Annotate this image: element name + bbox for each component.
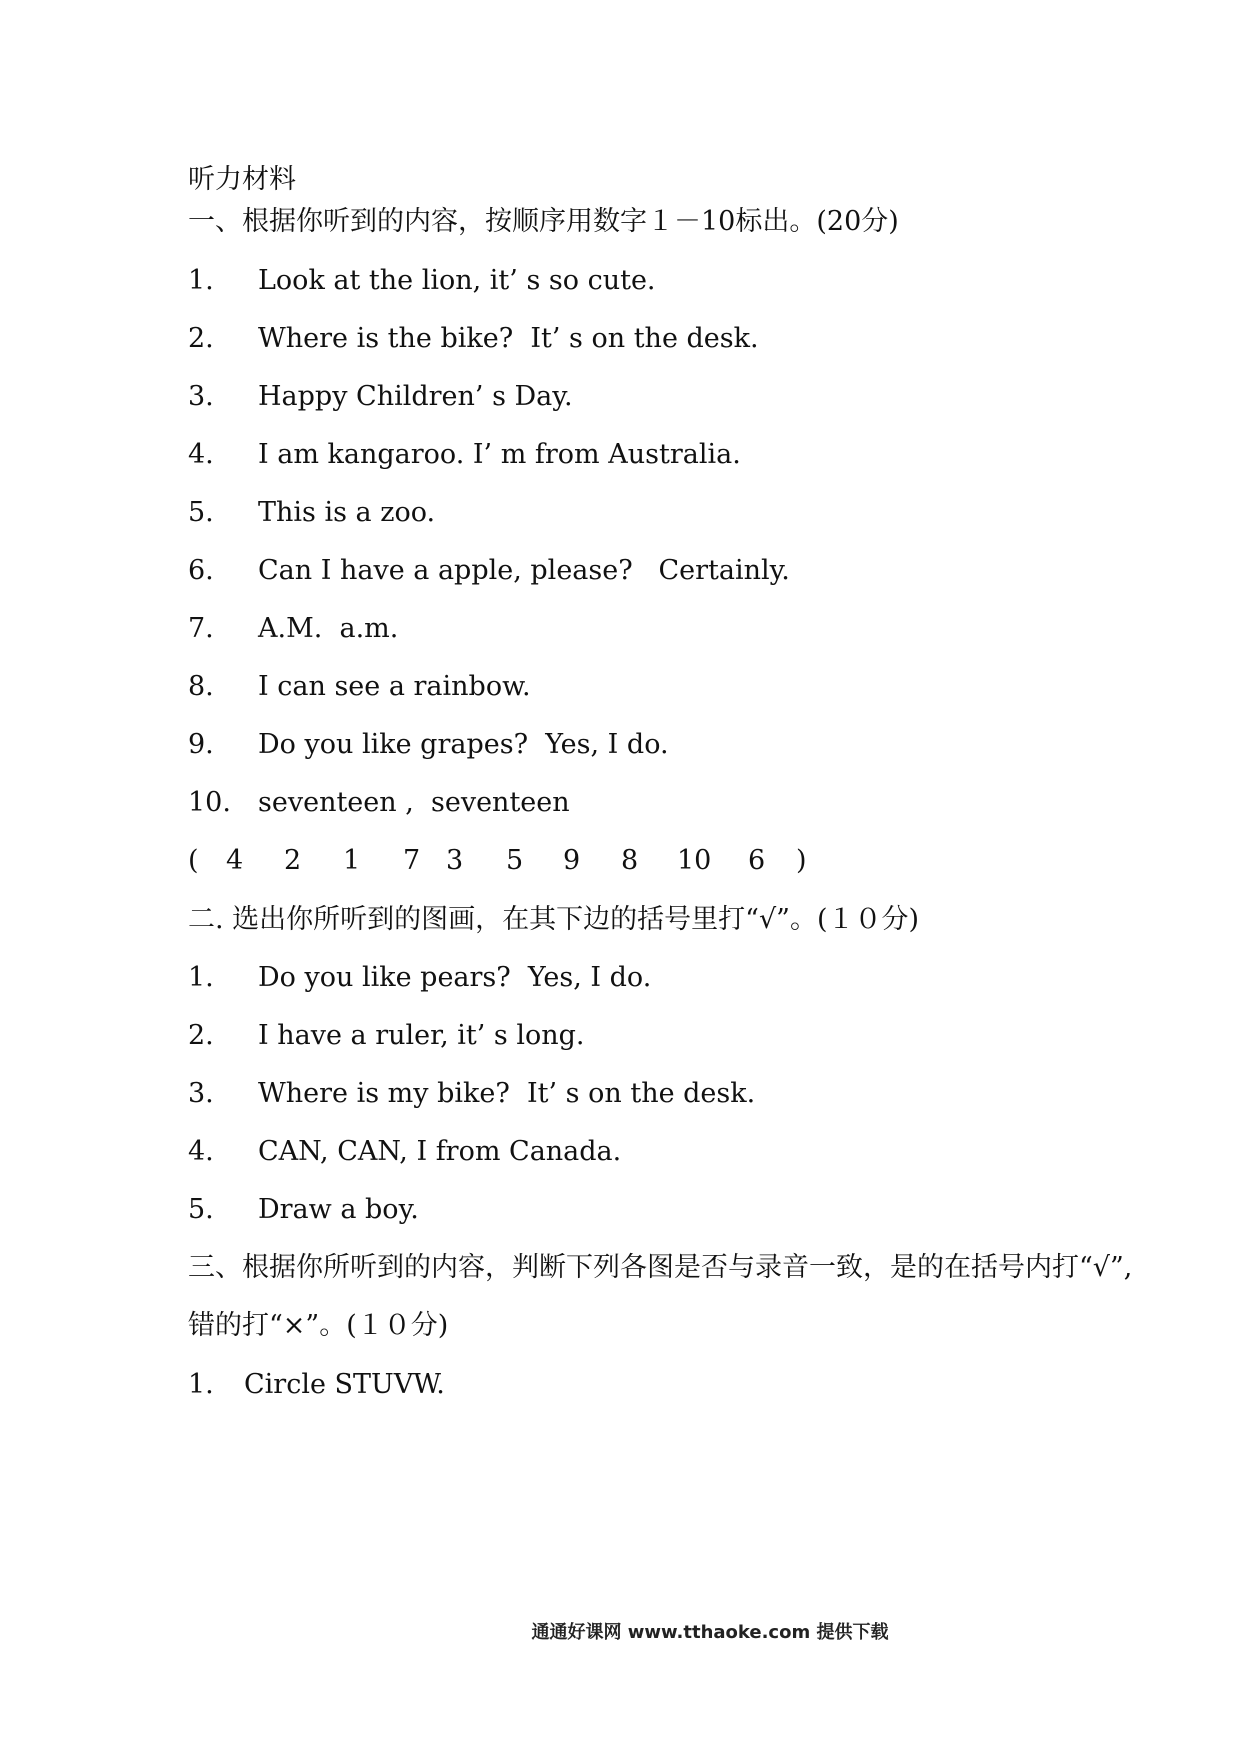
item-number: 7.	[188, 613, 214, 644]
item-number: 1.	[188, 1369, 214, 1400]
item-text: I am kangaroo. I’ m from Australia.	[258, 439, 741, 470]
list-item	[188, 264, 656, 298]
list-item	[188, 670, 531, 704]
list-item	[188, 438, 741, 472]
item-text: Where is the bike? It’ s on the desk.	[258, 323, 759, 354]
list-item	[188, 322, 759, 356]
list-item	[188, 786, 570, 820]
document-title: 听力材料	[188, 164, 296, 195]
list-item	[188, 380, 573, 414]
item-text: A.M. a.m.	[258, 613, 399, 644]
item-number: 2.	[188, 1020, 214, 1051]
item-number: 1.	[188, 962, 214, 993]
item-number: 3.	[188, 1078, 214, 1109]
list-item	[188, 496, 435, 530]
item-text: I have a ruler, it’ s long.	[258, 1020, 585, 1051]
list-item	[188, 961, 651, 995]
answer-value: 7	[403, 845, 421, 876]
list-item	[188, 1077, 755, 1111]
item-number: 5.	[188, 497, 214, 528]
answer-open-paren: (	[188, 845, 199, 876]
item-number: 5.	[188, 1194, 214, 1225]
answer-value: 1	[343, 845, 361, 876]
page-footer: 通通好课网 www.tthaoke.com 提供下载	[531, 1622, 889, 1643]
list-item	[188, 554, 790, 588]
item-text: Happy Children’ s Day.	[258, 381, 573, 412]
list-item	[188, 612, 398, 646]
section2-heading: 二. 选出你所听到的图画，在其下边的括号里打“√”。(１０分)	[188, 904, 920, 935]
list-item	[188, 1368, 445, 1402]
item-text: I can see a rainbow.	[258, 671, 531, 702]
item-text: Look at the lion, it’ s so cute.	[258, 265, 656, 296]
item-number: 10.	[188, 787, 231, 818]
item-number: 3.	[188, 381, 214, 412]
list-item	[188, 1019, 584, 1053]
item-text: seventeen , seventeen	[258, 787, 570, 818]
item-number: 4.	[188, 439, 214, 470]
item-text: Do you like pears? Yes, I do.	[258, 962, 652, 993]
answer-close-paren: )	[796, 845, 807, 876]
item-text: Circle STUVW.	[244, 1369, 445, 1400]
item-text: Draw a boy.	[258, 1194, 419, 1225]
section3-heading-line2: 错的打“×”。(１０分)	[188, 1310, 449, 1341]
item-number: 9.	[188, 729, 214, 760]
item-number: 8.	[188, 671, 214, 702]
item-text: This is a zoo.	[258, 497, 436, 528]
list-item	[188, 1135, 621, 1169]
item-text: Where is my bike? It’ s on the desk.	[258, 1078, 756, 1109]
answer-value: 8	[621, 845, 639, 876]
item-number: 2.	[188, 323, 214, 354]
item-number: 1.	[188, 265, 214, 296]
answer-value: 10	[677, 845, 712, 876]
answer-value: 9	[563, 845, 581, 876]
answer-value: 6	[748, 845, 766, 876]
answer-value: 5	[506, 845, 524, 876]
section3-heading-line1: 三、根据你所听到的内容，判断下列各图是否与录音一致，是的在括号内打“√”,	[188, 1252, 1133, 1283]
item-text: Can I have a apple, please? Certainly.	[258, 555, 790, 586]
answer-value: 2	[284, 845, 302, 876]
item-number: 6.	[188, 555, 214, 586]
list-item	[188, 1193, 419, 1227]
item-number: 4.	[188, 1136, 214, 1167]
answer-value: 3	[446, 845, 464, 876]
item-text: Do you like grapes? Yes, I do.	[258, 729, 669, 760]
list-item	[188, 728, 669, 762]
section1-heading: 一、根据你听到的内容，按顺序用数字１－10标出。(20分)	[188, 206, 899, 237]
answer-value: 4	[226, 845, 244, 876]
item-text: CAN, CAN, I from Canada.	[258, 1136, 622, 1167]
